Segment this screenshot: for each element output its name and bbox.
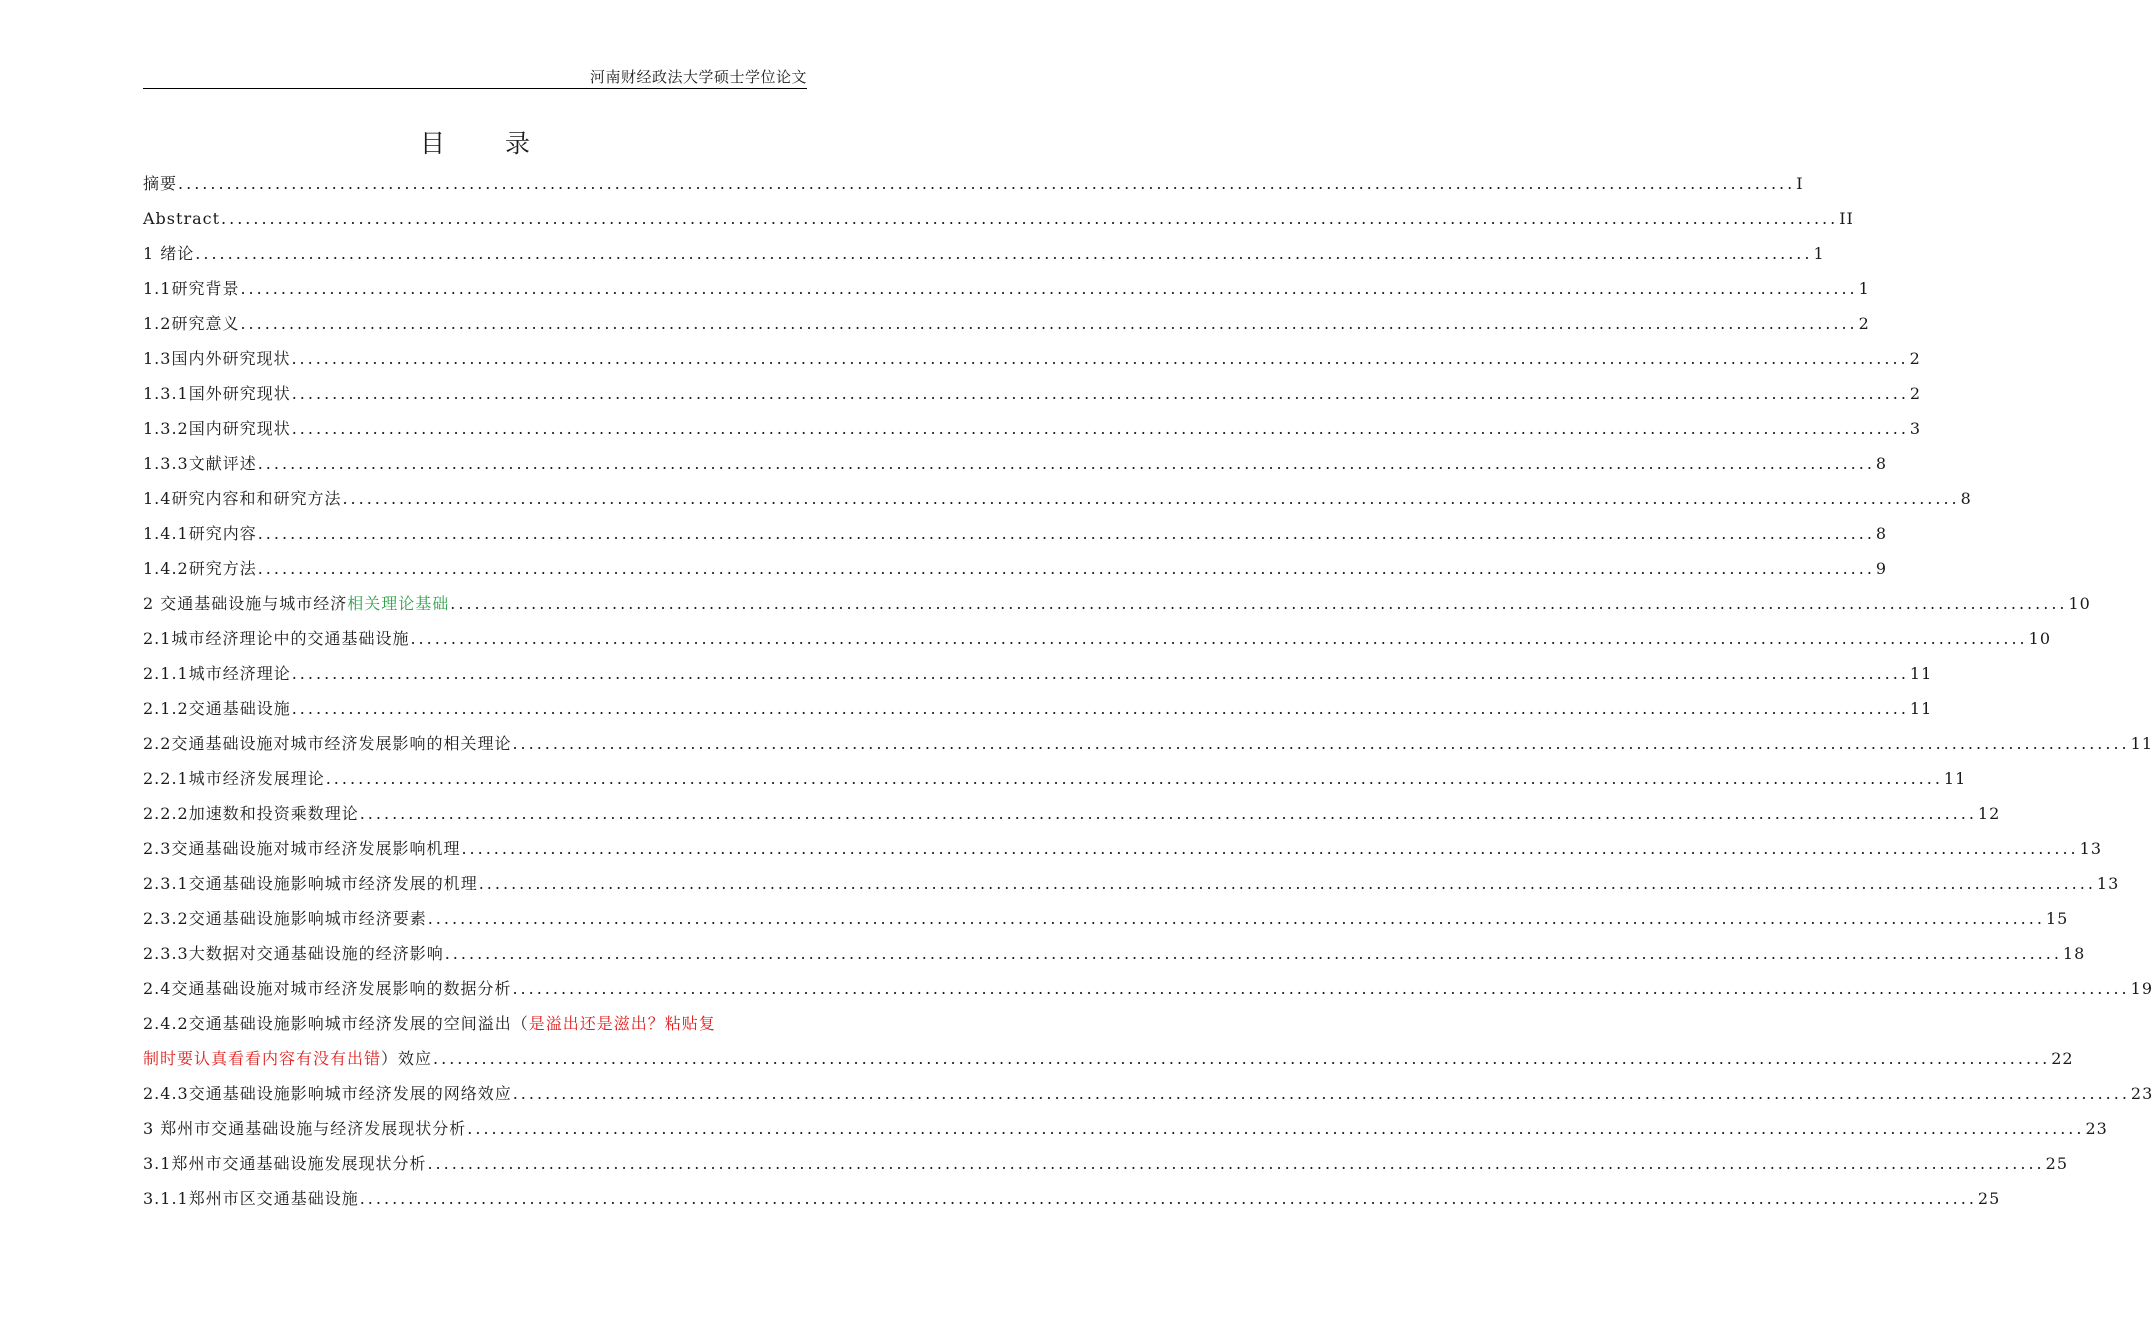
toc-entry-title: 1.4.1研究内容 bbox=[143, 524, 257, 543]
toc-leader: ........................................................................................................................................................................................................ bbox=[195, 244, 1813, 263]
toc-leader: ........................................................................................................................................................................................................ bbox=[325, 769, 1943, 788]
toc-entry-page: 1 bbox=[1858, 279, 1870, 298]
toc-entry-page: 11 bbox=[1909, 699, 1933, 718]
toc-leader: ........................................................................................................................................................................................................ bbox=[257, 559, 1875, 578]
toc-entry[interactable] bbox=[143, 343, 1921, 378]
review-comment: 是溢出还是滋出？粘贴复 bbox=[528, 1014, 716, 1033]
toc-entry[interactable] bbox=[143, 168, 1804, 203]
toc-entry-title: 1.3.1国外研究现状 bbox=[143, 384, 291, 403]
toc-leader: ........................................................................................................................................................................................................ bbox=[291, 699, 1909, 718]
toc-entry-title bbox=[143, 588, 449, 620]
toc-leader: ........................................................................................................................................................................................................ bbox=[427, 909, 2045, 928]
toc-entry-title: 1.4.2研究方法 bbox=[143, 559, 257, 578]
toc-entry-title: 1.4研究内容和和研究方法 bbox=[143, 489, 342, 508]
toc-entry-line-2[interactable] bbox=[143, 1043, 2074, 1078]
toc-entry[interactable] bbox=[143, 238, 1825, 273]
toc-entry-title: 1.1研究背景 bbox=[143, 279, 240, 298]
toc-entry-page: 11 bbox=[1909, 664, 1933, 683]
toc-entry-page: 22 bbox=[2051, 1049, 2074, 1068]
toc-leader: ........................................................................................................................................................................................................ bbox=[461, 839, 2079, 858]
toc-entry-title: 3 郑州市交通基础设施与经济发展现状分析 bbox=[143, 1119, 467, 1138]
toc-leader: ........................................................................................................................................................................................................ bbox=[450, 594, 2068, 613]
toc-entry-page: 10 bbox=[2028, 629, 2051, 648]
toc-entry-page: 10 bbox=[2068, 594, 2091, 613]
toc-entry-page: 2 bbox=[1858, 314, 1870, 333]
toc-entry-page: 15 bbox=[2045, 909, 2069, 928]
toc-entry[interactable] bbox=[143, 903, 2069, 938]
toc-leader: ........................................................................................................................................................................................................ bbox=[291, 664, 1909, 683]
toc-leader: ........................................................................................................................................................................................................ bbox=[478, 874, 2096, 893]
toc-entry[interactable] bbox=[143, 938, 2086, 973]
review-comment: 制时要认真看看内容有没有出错 bbox=[143, 1049, 382, 1068]
toc-entry-page: 11 bbox=[1943, 769, 1967, 788]
toc-entry-title: 1 绪论 bbox=[143, 244, 195, 263]
toc-leader: ........................................................................................................................................................................................................ bbox=[433, 1049, 2051, 1068]
toc-leader: ........................................................................................................................................................................................................ bbox=[342, 489, 1960, 508]
toc-entry-title: 2.3交通基础设施对城市经济发展影响机理 bbox=[143, 839, 461, 858]
toc-leader: ........................................................................................................................................................................................................ bbox=[291, 349, 1909, 368]
toc-entry-title: 1.3.2国内研究现状 bbox=[143, 419, 291, 438]
toc-entry-title: 2.4.3交通基础设施影响城市经济发展的网络效应 bbox=[143, 1084, 512, 1103]
toc-leader: ........................................................................................................................................................................................................ bbox=[178, 174, 1796, 193]
toc-leader: ........................................................................................................................................................................................................ bbox=[221, 209, 1839, 228]
toc-entry-title: 2.2.1城市经济发展理论 bbox=[143, 769, 325, 788]
toc-entry-title: 2.2交通基础设施对城市经济发展影响的相关理论 bbox=[143, 734, 512, 753]
toc-entry-page: 25 bbox=[2045, 1154, 2068, 1173]
toc-entry[interactable] bbox=[143, 413, 1922, 448]
toc-entry-title: 2.2.2加速数和投资乘数理论 bbox=[143, 804, 359, 823]
toc-entry[interactable] bbox=[143, 553, 1888, 588]
toc-entry[interactable] bbox=[143, 1113, 2108, 1148]
toc-leader: ........................................................................................................................................................................................................ bbox=[240, 279, 1858, 298]
toc-entry[interactable] bbox=[143, 1078, 2153, 1113]
toc-leader: ........................................................................................................................................................................................................ bbox=[240, 314, 1858, 333]
toc-entry-title: 1.2研究意义 bbox=[143, 314, 240, 333]
toc-entry-title: 2.3.1交通基础设施影响城市经济发展的机理 bbox=[143, 874, 478, 893]
toc-entry-page: 2 bbox=[1909, 349, 1921, 368]
toc-leader: ........................................................................................................................................................................................................ bbox=[257, 454, 1875, 473]
toc-entry-title: 1.3国内外研究现状 bbox=[143, 349, 291, 368]
toc-leader: ........................................................................................................................................................................................................ bbox=[427, 1154, 2045, 1173]
toc-entry[interactable] bbox=[143, 763, 1967, 798]
toc-entry[interactable] bbox=[143, 658, 1933, 693]
toc-entry[interactable] bbox=[143, 203, 1854, 238]
toc-entry-page: 9 bbox=[1875, 559, 1888, 578]
toc-entry-page: 3 bbox=[1909, 419, 1922, 438]
toc-entry-page: 8 bbox=[1875, 454, 1888, 473]
toc-entry-title: 2.1.2交通基础设施 bbox=[143, 699, 291, 718]
toc-entry[interactable] bbox=[143, 378, 1922, 413]
toc-entry-title bbox=[143, 1008, 716, 1040]
toc-entry[interactable] bbox=[143, 868, 2120, 903]
toc-entry[interactable] bbox=[143, 273, 1870, 308]
toc-entry-title: 1.3.3文献评述 bbox=[143, 454, 257, 473]
toc-entry-title: Abstract bbox=[143, 209, 221, 228]
toc-entry-page: 25 bbox=[1977, 1189, 2001, 1208]
toc-entry-page: 1 bbox=[1813, 244, 1825, 263]
toc-entry[interactable] bbox=[143, 728, 2153, 763]
toc-entry-title-main: 2.4.2交通基础设施影响城市经济发展的空间溢出（ bbox=[143, 1014, 529, 1033]
toc-entry-title bbox=[143, 1043, 432, 1075]
toc-leader: ........................................................................................................................................................................................................ bbox=[512, 734, 2130, 753]
toc-entry[interactable] bbox=[143, 308, 1870, 343]
toc-leader: ........................................................................................................................................................................................................ bbox=[467, 1119, 2085, 1138]
toc-entry[interactable] bbox=[143, 588, 2091, 623]
toc-leader: ........................................................................................................................................................................................................ bbox=[512, 979, 2130, 998]
toc-leader: ........................................................................................................................................................................................................ bbox=[359, 804, 1977, 823]
toc-entry-page: 12 bbox=[1977, 804, 2001, 823]
toc-entry[interactable] bbox=[143, 798, 2001, 833]
toc-entry-title: 2.1城市经济理论中的交通基础设施 bbox=[143, 629, 410, 648]
toc-entry-title: 2.1.1城市经济理论 bbox=[143, 664, 291, 683]
toc-entry-title-main: 2 交通基础设施与城市经济 bbox=[143, 594, 348, 613]
toc-entry[interactable] bbox=[143, 1183, 2001, 1218]
toc-entry[interactable] bbox=[143, 623, 2051, 658]
highlighted-text: 相关理论基础 bbox=[347, 594, 450, 613]
toc-entry[interactable] bbox=[143, 448, 1888, 483]
toc-entry-page: I bbox=[1796, 174, 1804, 193]
page-title: 目 录 bbox=[420, 129, 556, 158]
toc-leader: ........................................................................................................................................................................................................ bbox=[257, 524, 1875, 543]
running-header bbox=[143, 64, 807, 89]
toc-entry[interactable] bbox=[143, 693, 1933, 728]
toc-leader: ........................................................................................................................................................................................................ bbox=[291, 384, 1909, 403]
toc-entry[interactable] bbox=[143, 518, 1888, 553]
header-title: 河南财经政法大学硕士学位论文 bbox=[589, 68, 807, 86]
toc-entry-title: 2.3.3大数据对交通基础设施的经济影响 bbox=[143, 944, 444, 963]
table-of-contents bbox=[143, 168, 2153, 1218]
toc-entry-page: 23 bbox=[2085, 1119, 2108, 1138]
toc-entry-page: 19 bbox=[2130, 979, 2153, 998]
toc-entry-page: 11 bbox=[2130, 734, 2153, 753]
toc-leader: ........................................................................................................................................................................................................ bbox=[359, 1189, 1977, 1208]
toc-leader: ........................................................................................................................................................................................................ bbox=[291, 419, 1909, 438]
toc-entry-page: 2 bbox=[1909, 384, 1922, 403]
toc-entry-page: 13 bbox=[2096, 874, 2120, 893]
toc-entry[interactable] bbox=[143, 483, 1972, 518]
toc-entry-page: 8 bbox=[1960, 489, 1972, 508]
toc-entry-page: 13 bbox=[2079, 839, 2102, 858]
toc-entry[interactable] bbox=[143, 973, 2153, 1008]
toc-entry-page: 18 bbox=[2062, 944, 2086, 963]
toc-entry-page: 23 bbox=[2130, 1084, 2153, 1103]
toc-entry-page: II bbox=[1839, 209, 1854, 228]
toc-entry[interactable] bbox=[143, 1148, 2068, 1183]
toc-entry-title: 摘要 bbox=[143, 174, 178, 193]
toc-entry-line-1[interactable] bbox=[143, 1008, 807, 1043]
toc-entry[interactable] bbox=[143, 833, 2102, 868]
toc-entry-title: 3.1.1郑州市区交通基础设施 bbox=[143, 1189, 359, 1208]
toc-entry-title: 2.3.2交通基础设施影响城市经济要素 bbox=[143, 909, 427, 928]
toc-leader: ........................................................................................................................................................................................................ bbox=[410, 629, 2028, 648]
toc-entry-title: 2.4交通基础设施对城市经济发展影响的数据分析 bbox=[143, 979, 512, 998]
toc-entry-title: 3.1郑州市交通基础设施发展现状分析 bbox=[143, 1154, 427, 1173]
toc-leader: ........................................................................................................................................................................................................ bbox=[444, 944, 2062, 963]
toc-entry-page: 8 bbox=[1875, 524, 1888, 543]
toc-leader: ........................................................................................................................................................................................................ bbox=[512, 1084, 2130, 1103]
toc-entry-title-tail: ）效应 bbox=[381, 1049, 433, 1068]
